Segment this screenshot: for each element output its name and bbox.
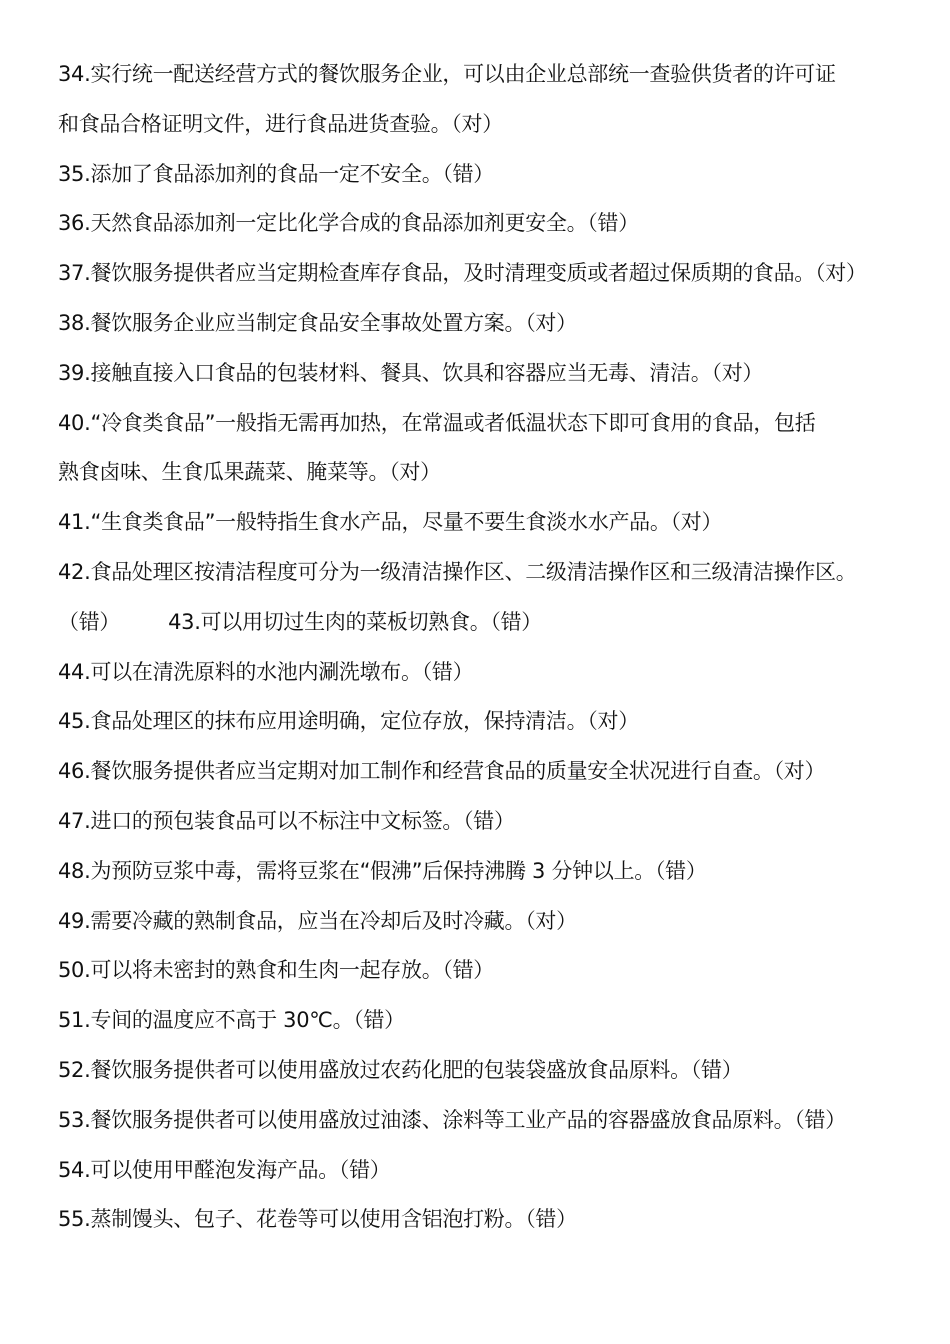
- document-page: [58, 54, 930, 1249]
- text-line-45: 45.食品处理区的抹布应用途明确，定位存放，保持清洁。（对）: [58, 709, 639, 734]
- text-line-53: 53.餐饮服务提供者可以使用盛放过油漆、涂料等工业产品的容器盛放食品原料。（错）: [58, 1107, 846, 1132]
- text-line-40a: 40.“冷食类食品”一般指无需再加热，在常温或者低温状态下即可食用的食品，包括: [58, 410, 816, 435]
- text-line-46: 46.餐饮服务提供者应当定期对加工制作和经营食品的质量安全状况进行自查。（对）: [58, 759, 826, 784]
- text-line-35: 35.添加了食品添加剂的食品一定不安全。（错）: [58, 161, 494, 186]
- text-line-40b: 熟食卤味、生食瓜果蔬菜、腌菜等。（对）: [58, 460, 441, 485]
- text-line-54: 54.可以使用甲醛泡发海产品。（错）: [58, 1157, 391, 1182]
- text-line-51: 51.专间的温度应不高于 30℃。（错）: [58, 1008, 405, 1033]
- text-line-41: 41.“生食类食品”一般特指生食水产品，尽量不要生食淡水水产品。（对）: [58, 510, 723, 535]
- text-line-39: 39.接触直接入口食品的包装材料、餐具、饮具和容器应当无毒、清洁。（对）: [58, 360, 764, 385]
- text-line-34b: 和食品合格证明文件，进行食品进货查验。（对）: [58, 111, 503, 136]
- text-line-42a: 42.食品处理区按清洁程度可分为一级清洁操作区、二级清洁操作区和三级清洁操作区。: [58, 559, 857, 584]
- text-line-52: 52.餐饮服务提供者可以使用盛放过农药化肥的包装袋盛放食品原料。（错）: [58, 1057, 743, 1082]
- answer-42: （错）: [58, 609, 121, 634]
- text-line-42b-43: [58, 602, 930, 652]
- text-line-38: 38.餐饮服务企业应当制定食品安全事故处置方案。（对）: [58, 310, 577, 335]
- text-line-37: 37.餐饮服务提供者应当定期检查库存食品，及时清理变质或者超过保质期的食品。（对）: [58, 261, 867, 286]
- text-line-49: 49.需要冷藏的熟制食品，应当在冷却后及时冷藏。（对）: [58, 908, 577, 933]
- text-line-34a: 34.实行统一配送经营方式的餐饮服务企业，可以由企业总部统一查验供货者的许可证: [58, 62, 836, 86]
- text-line-47: 47.进口的预包装食品可以不标注中文标签。（错）: [58, 808, 515, 833]
- text-line-36: 36.天然食品添加剂一定比化学合成的食品添加剂更安全。（错）: [58, 211, 639, 236]
- text-line-44: 44.可以在清洗原料的水池内涮洗墩布。（错）: [58, 659, 474, 684]
- text-line-48: 48.为预防豆浆中毒，需将豆浆在“假沸”后保持沸腾 3 分钟以上。（错）: [58, 858, 707, 883]
- question-43: 43.可以用切过生肉的菜板切熟食。（错）: [168, 609, 543, 634]
- text-line-55: 55.蒸制馒头、包子、花卷等可以使用含铝泡打粉。（错）: [58, 1207, 577, 1232]
- text-line-50: 50.可以将未密封的熟食和生肉一起存放。（错）: [58, 958, 494, 983]
